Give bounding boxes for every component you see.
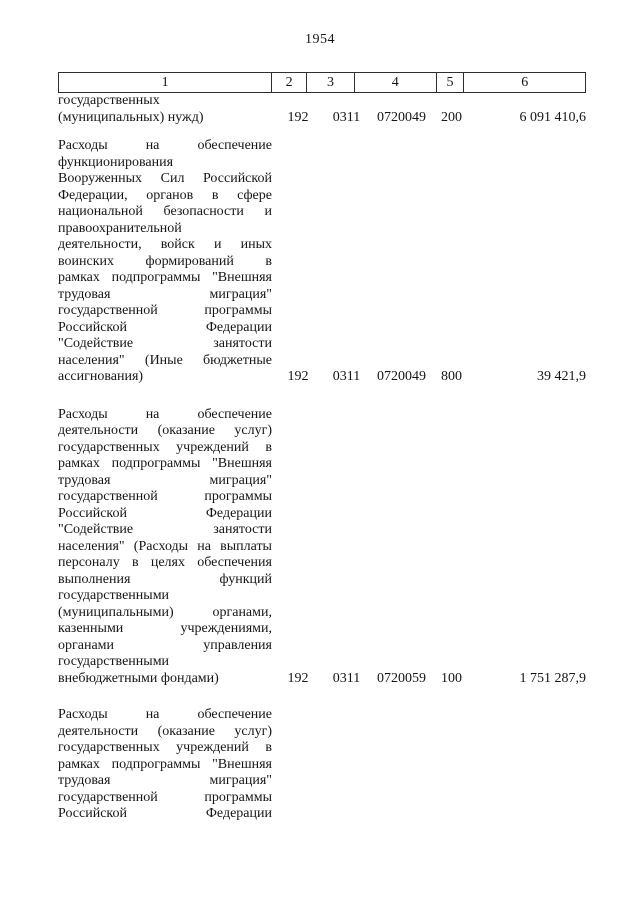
- header-cell-4: 4: [354, 73, 436, 92]
- table-row: [58, 126, 586, 386]
- table-row: [58, 93, 586, 126]
- cell-col6: [469, 687, 586, 823]
- table-row: [58, 386, 586, 688]
- text-line: национальной безопасности и: [58, 204, 272, 219]
- cell-col3: [324, 687, 369, 823]
- header-cell-2: 2: [271, 73, 306, 92]
- text-line: Расходы на обеспечение: [58, 707, 272, 722]
- cell-col6: 39 421,9: [537, 369, 586, 384]
- text-line: правоохранительной: [58, 220, 182, 236]
- cell-col6: 6 091 410,6: [519, 109, 586, 125]
- text-line: деятельности (оказание услуг): [58, 723, 272, 739]
- cell-col3: 0311: [332, 670, 361, 686]
- text-line: воинских формирований в: [58, 253, 272, 269]
- text-line: Российской Федерации: [58, 505, 272, 521]
- table-header-row: [58, 72, 586, 93]
- text-line: персоналу в целях обеспечения: [58, 555, 272, 570]
- text-line: населения" (Расходы на выплаты: [58, 538, 272, 554]
- header-cell-6: 6: [463, 73, 585, 92]
- cell-col5: 100: [441, 670, 462, 686]
- text-line: выполнения функций: [58, 571, 272, 587]
- text-line: органами управления: [58, 637, 272, 653]
- budget-table: [58, 72, 586, 823]
- cell-description: [58, 93, 272, 126]
- text-line: рамках подпрограммы "Внешняя: [58, 456, 272, 471]
- text-line: государственных: [58, 93, 160, 108]
- text-line: функционирования: [58, 154, 174, 170]
- header-cell-5: 5: [436, 73, 464, 92]
- cell-col3: 0311: [332, 369, 361, 384]
- text-line: трудовая миграция": [58, 286, 272, 302]
- text-line: Вооруженных Сил Российской: [58, 171, 272, 186]
- text-line: трудовая миграция": [58, 472, 272, 488]
- cell-description: [58, 687, 272, 823]
- cell-col6: 1 751 287,9: [519, 670, 586, 686]
- cell-col5: [434, 687, 469, 823]
- header-cell-1: 1: [161, 75, 169, 90]
- text-line: государственных учреждений в: [58, 439, 272, 455]
- cell-col2: 192: [287, 670, 309, 686]
- text-line: "Содействие занятости: [58, 522, 272, 537]
- cell-description: [58, 126, 272, 386]
- header-cell-3: 3: [306, 73, 354, 92]
- cell-col2: [272, 687, 324, 823]
- cell-description: [58, 386, 272, 688]
- cell-col5: 800: [441, 369, 462, 384]
- text-line: Российской Федерации: [58, 319, 272, 335]
- cell-col4: 0720059: [377, 670, 426, 686]
- table-row: [58, 687, 586, 823]
- text-line: государственной программы: [58, 789, 272, 805]
- text-line: внебюджетными фондами): [58, 670, 219, 686]
- text-line: государственных учреждений в: [58, 740, 272, 755]
- text-line: (муниципальными) органами,: [58, 604, 272, 620]
- text-line: государственными: [58, 654, 170, 669]
- cell-col4: 0720049: [377, 109, 426, 125]
- text-line: Расходы на обеспечение: [58, 138, 272, 153]
- cell-col2: 192: [287, 369, 309, 384]
- cell-col5: 200: [441, 109, 462, 125]
- text-line: ассигнования): [58, 369, 144, 384]
- cell-col4: 0720049: [377, 369, 426, 384]
- page-number: 1954: [305, 32, 335, 47]
- text-line: деятельности, войск и иных: [58, 237, 272, 252]
- text-line: государственными: [58, 588, 170, 603]
- text-line: Федерации, органов в сфере: [58, 187, 272, 203]
- text-line: рамках подпрограммы "Внешняя: [58, 756, 272, 772]
- text-line: трудовая миграция": [58, 773, 272, 788]
- cell-col2: 192: [287, 109, 309, 125]
- cell-col4: [369, 687, 434, 823]
- text-line: населения" (Иные бюджетные: [58, 352, 272, 368]
- text-line: государственной программы: [58, 303, 272, 318]
- text-line: деятельности (оказание услуг): [58, 423, 272, 438]
- cell-col3: 0311: [332, 109, 361, 125]
- text-line: "Содействие занятости: [58, 336, 272, 351]
- table-body: [58, 93, 586, 823]
- text-line: государственной программы: [58, 489, 272, 504]
- text-line: (муниципальных) нужд): [58, 109, 204, 125]
- text-line: казенными учреждениями,: [58, 621, 272, 636]
- text-line: рамках подпрограммы "Внешняя: [58, 270, 272, 285]
- text-line: Российской Федерации: [58, 806, 272, 821]
- text-line: Расходы на обеспечение: [58, 406, 272, 422]
